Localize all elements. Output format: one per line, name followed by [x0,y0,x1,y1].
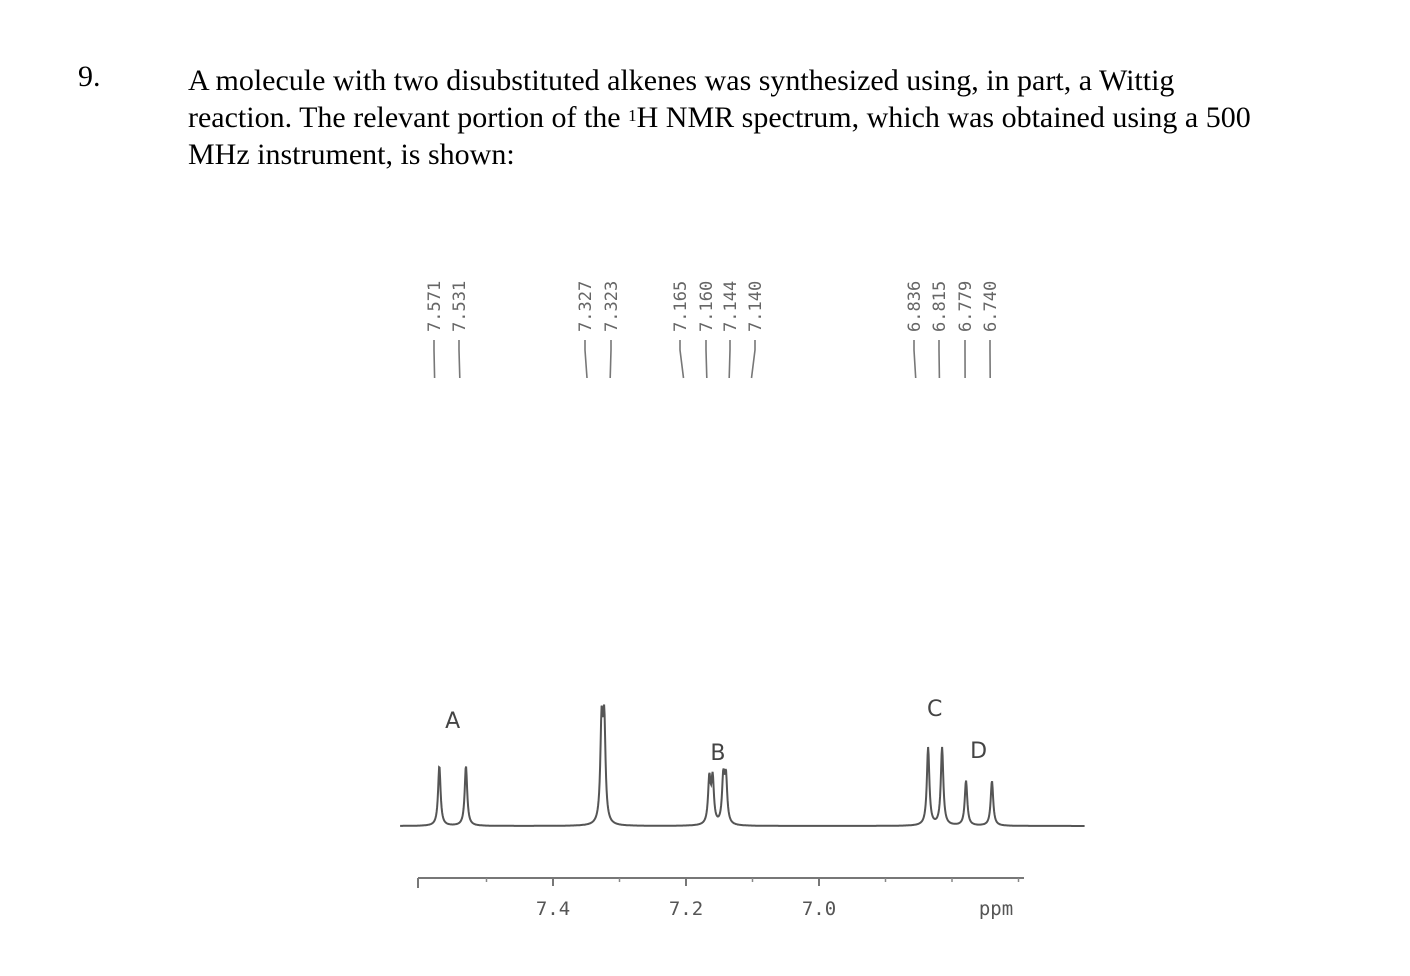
question-line-2-end: H NMR spectrum, which was obtained using a 500 [636,101,1251,134]
x-tick-label: 7.0 [801,898,837,920]
peak-connector [729,340,730,378]
peak-label: 6.815 [930,280,950,332]
question-line-2-start: reaction. The relevant portion of the [188,101,629,134]
peak-connector [585,340,587,378]
peak-label: 7.144 [721,280,741,332]
peak-label: 7.327 [576,280,596,332]
question-number: 9. [78,60,101,93]
signal-label-layer [445,697,987,766]
peak-label: 6.836 [905,280,925,332]
peak-connector [434,340,435,378]
peak-connector [706,340,707,378]
signal-label-b: B [710,741,726,766]
signal-label-d: D [970,739,988,764]
peak-label: 6.779 [956,280,976,332]
peak-label: 7.160 [697,280,717,332]
peak-connector [610,340,611,378]
question-line-3: MHz instrument, is shown: [188,138,515,171]
peak-connector [680,340,684,378]
x-axis-ticks [418,878,1019,920]
x-axis-title: ppm [978,898,1014,920]
spectrum-trace [400,705,1085,827]
peak-connector-layer [434,340,990,378]
question-line-1: A molecule with two disubstituted alkenes was synthesized using, in part, a Wittig [188,64,1175,97]
signal-label-c: C [927,697,943,722]
peak-label: 7.531 [450,280,470,332]
x-tick-label: 7.2 [668,898,704,920]
peak-label: 7.140 [746,280,766,332]
peak-connector [459,340,460,378]
superscript-one: 1 [628,106,637,125]
x-tick-label: 7.4 [535,898,571,920]
peak-connector [752,340,756,378]
signal-label-a: A [445,709,461,734]
peak-label-layer [425,281,1001,332]
peak-label: 7.323 [602,280,622,332]
peak-label: 7.165 [671,280,691,332]
peak-label: 7.571 [425,280,445,332]
peak-connector [914,340,916,378]
peak-label: 6.740 [981,280,1001,332]
